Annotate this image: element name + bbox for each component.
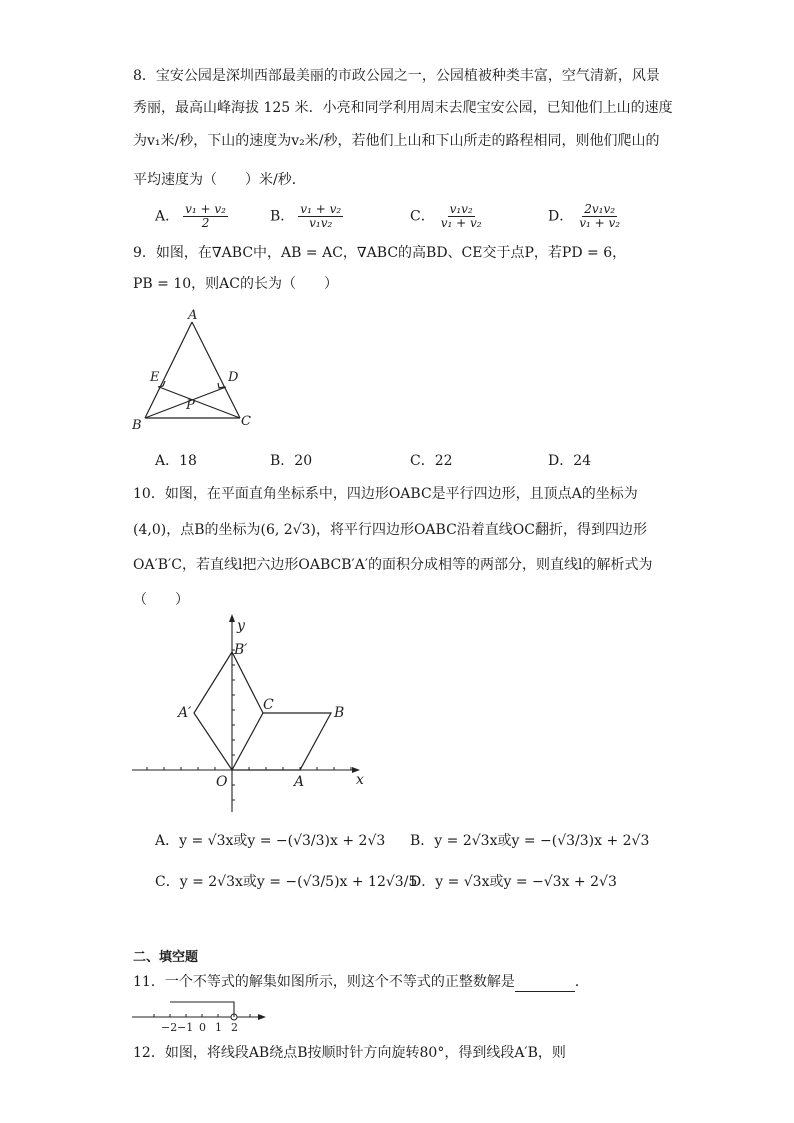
q8-line-3: 为v₁米/秒，下山的速度为v₂米/秒，若他们上山和下山所走的路程相同，则他们爬山的 bbox=[133, 133, 660, 149]
q8-line-4: 平均速度为（ ）米/秒． bbox=[133, 172, 306, 188]
q9-option-d: D．24 bbox=[548, 453, 592, 469]
label-b: B bbox=[334, 705, 345, 721]
label-b: B bbox=[132, 418, 142, 433]
label-x: x bbox=[356, 772, 364, 788]
q9-option-a: A．18 bbox=[155, 453, 197, 469]
label-c: C bbox=[263, 697, 274, 713]
q10-line-1: 10．如图，在平面直角坐标系中，四边形OABC是平行四边形，且顶点A的坐标为 bbox=[133, 486, 638, 502]
tick-label-1: 1 bbox=[215, 1021, 222, 1034]
label-a-prime: A′ bbox=[178, 705, 192, 721]
label-a: A bbox=[188, 308, 198, 323]
label-c: C bbox=[241, 414, 251, 429]
parallelogram-oabc bbox=[232, 713, 331, 770]
q10-option-b: B．y = 2√3x或y = −(√3/3)x + 2√3 bbox=[410, 833, 650, 849]
q8-option-b: B． $\frac{\text{v₁ + v₂}}{\text{v₁v₂}}$ bbox=[270, 202, 342, 230]
tick-label-2: 2 bbox=[231, 1021, 238, 1034]
label-p: P bbox=[186, 398, 195, 413]
solution-ray bbox=[170, 1002, 234, 1014]
q9-option-c: C．22 bbox=[410, 453, 453, 469]
q11-number-line bbox=[130, 997, 270, 1035]
q10-line-3: OA′B′C，若直线l把六边形OABCB′A′的面积分成相等的两部分，则直线l的解析式为 bbox=[133, 557, 653, 573]
tick-label-neg1: −1 bbox=[177, 1021, 194, 1034]
q8-line-2: 秀丽，最高山峰海拔 125 米．小亮和同学利用周末去爬宝安公园，已知他们上山的速度 bbox=[133, 100, 673, 116]
parallelogram-oa1b1c bbox=[194, 652, 263, 770]
label-e: E bbox=[150, 370, 160, 385]
q10-coordinate-figure bbox=[128, 612, 373, 817]
q8-option-d: D． $\frac{\text{2v₁v₂}}{\text{v₁ + v₂}}$ bbox=[548, 202, 621, 230]
tick-label-neg2: −2 bbox=[161, 1021, 178, 1034]
label-o: O bbox=[216, 774, 228, 790]
number-line-arrow bbox=[258, 1014, 266, 1020]
q10-option-a: A．y = √3x或y = −(√3/3)x + 2√3 bbox=[155, 833, 386, 849]
section-title: 二、填空题 bbox=[133, 950, 199, 965]
q11-answer-blank[interactable] bbox=[515, 977, 575, 992]
q10-line-2: (4,0)，点B的坐标为(6, 2√3)，将平行四边形OABC沿着直线OC翻折，得到四边形 bbox=[133, 522, 647, 538]
label-b-prime: B′ bbox=[234, 642, 248, 658]
q10-line-4: （ ） bbox=[133, 592, 189, 608]
q11-text: 11．一个不等式的解集如图所示，则这个不等式的正整数解是 ． bbox=[133, 974, 589, 990]
q8-option-a: A． $\frac{\text{v₁ + v₂}}{2}$ bbox=[155, 202, 226, 230]
q8-line-1: 8．宝安公园是深圳西部最美丽的市政公园之一，公园植被种类丰富，空气清新，风景 bbox=[133, 68, 660, 84]
q12-text: 12．如图，将线段AB绕点B按顺时针方向旋转80°，得到线段A′B，则 bbox=[133, 1045, 566, 1061]
q10-option-c: C．y = 2√3x或y = −(√3/5)x + 12√3/5 bbox=[155, 874, 418, 890]
q9-option-b: B．20 bbox=[270, 453, 313, 469]
y-axis-arrow bbox=[229, 614, 235, 622]
label-y: y bbox=[237, 618, 245, 634]
q8-option-c: C． $\frac{\text{v₁v₂}}{\text{v₁ + v₂}}$ bbox=[410, 202, 482, 230]
tick-label-0: 0 bbox=[199, 1021, 206, 1034]
q9-line-1: 9．如图，在∇ABC中，AB = AC，∇ABC的高BD、CE交于点P，若PD = 6， bbox=[133, 245, 627, 261]
q9-line-2: PB = 10，则AC的长为（ ） bbox=[133, 276, 338, 292]
q10-option-d: D．y = √3x或y = −√3x + 2√3 bbox=[410, 874, 617, 890]
q9-triangle-figure bbox=[130, 305, 260, 435]
altitude-ce bbox=[159, 387, 240, 418]
label-a: A bbox=[294, 774, 305, 790]
label-d: D bbox=[228, 370, 239, 385]
